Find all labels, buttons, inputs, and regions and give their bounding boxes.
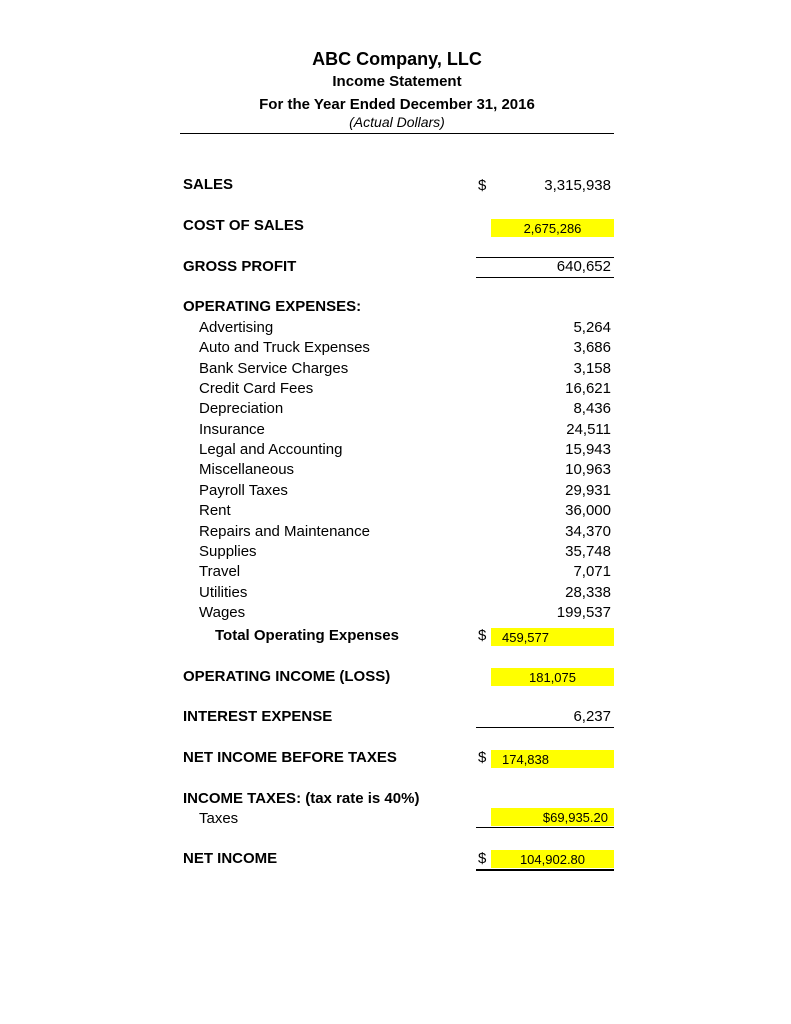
net-income-before-taxes-currency: $ xyxy=(478,749,487,766)
expense-amount: 29,931 xyxy=(565,482,611,499)
gross-profit-label: GROSS PROFIT xyxy=(183,258,297,275)
sales-currency: $ xyxy=(478,177,487,194)
statement-units: (Actual Dollars) xyxy=(349,114,445,130)
interest-expense-amount: 6,237 xyxy=(573,708,611,725)
expense-amount: 199,537 xyxy=(556,604,611,621)
operating-expenses-heading: OPERATING EXPENSES: xyxy=(183,298,362,315)
taxes-label: Taxes xyxy=(199,810,239,827)
expense-label: Credit Card Fees xyxy=(199,380,314,397)
expense-label: Insurance xyxy=(199,421,265,438)
interest-expense-underline xyxy=(476,727,614,728)
net-income-double-underline xyxy=(476,869,614,871)
interest-expense-label: INTEREST EXPENSE xyxy=(183,708,333,725)
total-operating-expenses-label: Total Operating Expenses xyxy=(215,627,399,644)
expense-label: Repairs and Maintenance xyxy=(199,523,370,540)
company-name: ABC Company, LLC xyxy=(312,49,482,69)
expense-amount: 16,621 xyxy=(565,380,611,397)
net-income-label: NET INCOME xyxy=(183,850,278,867)
expense-label: Bank Service Charges xyxy=(199,360,349,377)
expense-amount: 28,338 xyxy=(565,584,611,601)
net-income-before-taxes-label: NET INCOME BEFORE TAXES xyxy=(183,749,397,766)
expense-label: Rent xyxy=(199,502,231,519)
expense-label: Supplies xyxy=(199,543,257,560)
taxes-underline xyxy=(476,827,614,828)
expense-amount: 8,436 xyxy=(573,400,611,417)
operating-income-amount: 181,075 xyxy=(491,668,614,686)
total-operating-expenses-amount: 459,577 xyxy=(491,628,614,646)
expense-amount: 5,264 xyxy=(573,319,611,336)
expense-amount: 35,748 xyxy=(565,543,611,560)
expense-amount: 36,000 xyxy=(565,502,611,519)
expense-amount: 10,963 xyxy=(565,461,611,478)
expense-amount: 3,158 xyxy=(573,360,611,377)
net-income-before-taxes-amount: 174,838 xyxy=(491,750,614,768)
expense-label: Travel xyxy=(199,563,241,580)
expense-label: Advertising xyxy=(199,319,274,336)
expense-amount: 24,511 xyxy=(566,421,611,438)
expense-label: Utilities xyxy=(199,584,248,601)
net-income-amount: 104,902.80 xyxy=(491,850,614,868)
expense-amount: 3,686 xyxy=(573,339,611,356)
expense-amount: 15,943 xyxy=(565,441,611,458)
income-taxes-heading: INCOME TAXES: (tax rate is 40%) xyxy=(183,790,420,807)
total-operating-expenses-currency: $ xyxy=(478,627,487,644)
sales-amount: 3,315,938 xyxy=(544,177,611,194)
expense-label: Wages xyxy=(199,604,246,621)
statement-title: Income Statement xyxy=(332,73,462,90)
cost-of-sales-label: COST OF SALES xyxy=(183,217,304,234)
expense-label: Auto and Truck Expenses xyxy=(199,339,370,356)
expense-amount: 34,370 xyxy=(565,523,611,540)
gross-profit-underline xyxy=(476,277,614,278)
expense-amount: 7,071 xyxy=(573,563,611,580)
expense-label: Payroll Taxes xyxy=(199,482,288,499)
operating-income-label: OPERATING INCOME (LOSS) xyxy=(183,668,391,685)
gross-profit-rule xyxy=(476,257,614,258)
gross-profit-amount: 640,652 xyxy=(556,258,611,275)
expense-label: Miscellaneous xyxy=(199,461,295,478)
sales-label: SALES xyxy=(183,176,234,193)
net-income-currency: $ xyxy=(478,850,487,867)
taxes-amount: $69,935.20 xyxy=(491,808,614,826)
cost-of-sales-amount: 2,675,286 xyxy=(491,219,614,237)
header-rule xyxy=(180,133,614,134)
expense-label: Legal and Accounting xyxy=(199,441,343,458)
expense-label: Depreciation xyxy=(199,400,284,417)
statement-period: For the Year Ended December 31, 2016 xyxy=(259,96,535,113)
